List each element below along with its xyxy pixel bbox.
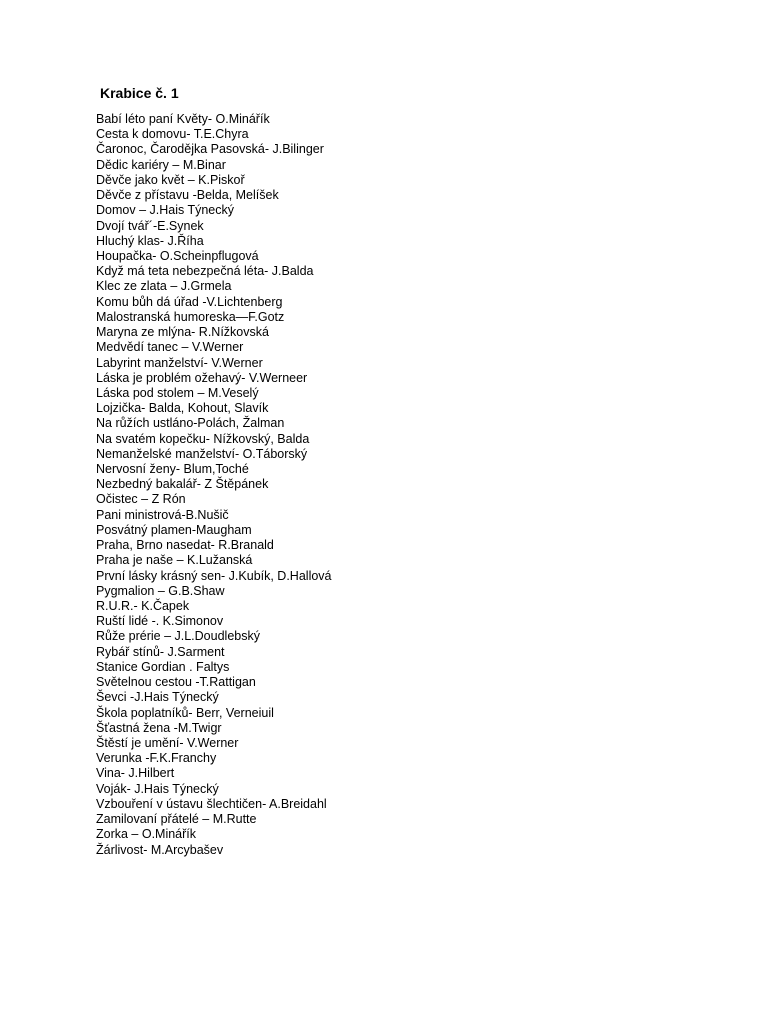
list-item: Komu bůh dá úřad -V.Lichtenberg: [96, 294, 283, 309]
list-item: Nezbedný bakalář- Z Štěpánek: [96, 477, 269, 492]
list-item: R.U.R.- K.Čapek: [96, 599, 190, 613]
list-item: Domov – J.Hais Týnecký: [96, 203, 235, 218]
list-item: Maryna ze mlýna- R.Nížkovská: [96, 325, 269, 340]
list-item: Posvátný plamen-Maugham: [96, 522, 252, 537]
list-item: Čaronoc, Čarodějka Pasovská- J.Bilinger: [96, 142, 324, 157]
title-list: [96, 112, 332, 858]
list-item: Šťastná žena -M.Twigr: [96, 720, 222, 735]
list-item: Labyrint manželství- V.Werner: [96, 355, 263, 370]
list-item: První lásky krásný sen- J.Kubík, D.Hallová: [96, 568, 332, 583]
list-item: Pani ministrová-B.Nušič: [96, 507, 229, 522]
list-item: Žárlivost- M.Arcybašev: [96, 842, 224, 857]
document-title: Krabice č. 1: [100, 85, 179, 101]
list-item: Nemanželské manželství- O.Táborský: [96, 446, 308, 461]
list-item: Na svatém kopečku- Nížkovský, Balda: [96, 431, 310, 446]
list-item: Voják- J.Hais Týnecký: [96, 781, 219, 796]
list-item: Zamilovaní přátelé – M.Rutte: [96, 812, 257, 827]
list-item: Dědic kariéry – M.Binar: [96, 157, 226, 172]
list-item: Cesta k domovu- T.E.Chyra: [96, 127, 249, 142]
list-item: Škola poplatníků- Berr, Verneiuil: [96, 705, 274, 720]
list-item: Praha, Brno nasedat- R.Branald: [96, 538, 274, 553]
list-item: Světelnou cestou -T.Rattigan: [96, 675, 256, 690]
list-item: Babí léto paní Květy- O.Minářík: [96, 112, 270, 126]
list-item: Vina- J.Hilbert: [96, 766, 175, 781]
list-item: Na růžích ustláno-Polách, Žalman: [96, 416, 285, 431]
list-item: Houpačka- O.Scheinpflugová: [96, 248, 259, 263]
list-item: Ševci -J.Hais Týnecký: [96, 690, 219, 705]
list-item: Děvče z přístavu -Belda, Melíšek: [96, 188, 279, 203]
list-item: Lojzička- Balda, Kohout, Slavík: [96, 401, 269, 416]
list-item: Pygmalion – G.B.Shaw: [96, 583, 225, 598]
list-item: Když má teta nebezpečná léta- J.Balda: [96, 264, 314, 279]
list-item: Štěstí je umění- V.Werner: [96, 735, 239, 750]
list-item: Hluchý klas- J.Říha: [96, 233, 204, 248]
list-item: Dvojí tvář´-E.Synek: [96, 218, 204, 233]
list-item: Malostranská humoreska—F.Gotz: [96, 309, 285, 324]
list-item: Nervosní ženy- Blum,Toché: [96, 462, 249, 477]
list-item: Medvědí tanec – V.Werner: [96, 340, 244, 355]
list-item: Zorka – O.Minářík: [96, 827, 197, 842]
list-item: Očistec – Z Rón: [96, 492, 186, 507]
list-item: Děvče jako květ – K.Piskoř: [96, 172, 245, 187]
list-item: Stanice Gordian . Faltys: [96, 659, 230, 674]
list-item: Láska je problém ožehavý- V.Werneer: [96, 370, 308, 385]
list-item: Praha je naše – K.Lužanská: [96, 553, 253, 568]
list-item: Klec ze zlata – J.Grmela: [96, 279, 232, 294]
list-item: Ruští lidé -. K.Simonov: [96, 614, 224, 629]
list-item: Vzbouření v ústavu šlechtičen- A.Breidahl: [96, 796, 327, 811]
list-item: Láska pod stolem – M.Veselý: [96, 385, 259, 400]
list-item: Verunka -F.K.Franchy: [96, 751, 217, 766]
list-item: Růže prérie – J.L.Doudlebský: [96, 629, 260, 644]
list-item: Rybář stínů- J.Sarment: [96, 644, 225, 659]
